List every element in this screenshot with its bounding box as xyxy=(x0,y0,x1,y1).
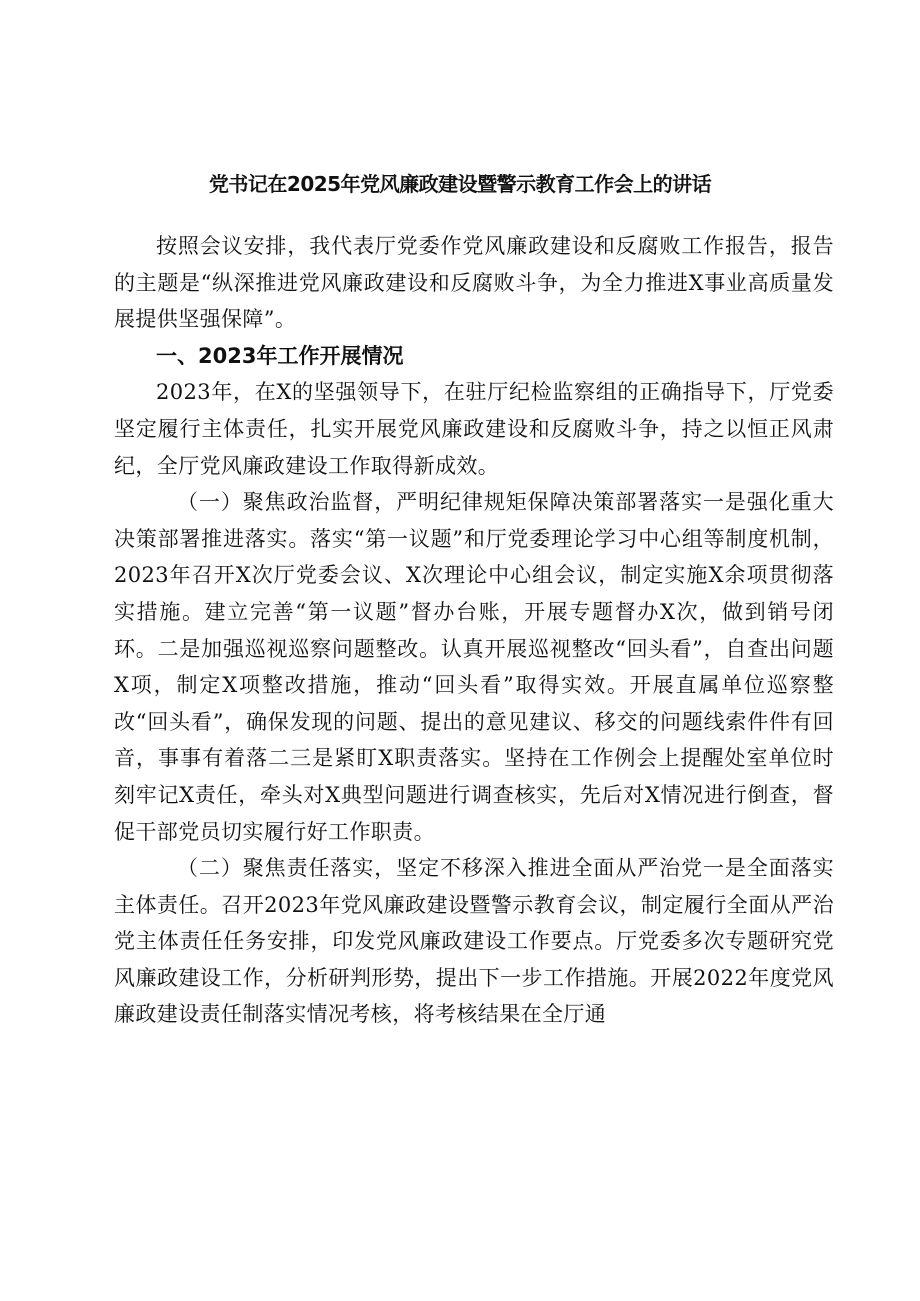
document-body xyxy=(114,228,834,1033)
intro-paragraph: 按照会议安排，我代表厅党委作党风廉政建设和反腐败工作报告，报告的主题是“纵深推进党风廉政建设和反腐败斗争，为全力推进X事业高质量发展提供坚强保障”。 xyxy=(114,234,834,332)
item-1-paragraph: （一）聚焦政治监督，严明纪律规矩保障决策部署落实一是强化重大决策部署推进落实。落实“第一议题”和厅党委理论学习中心组等制度机制，2023年召开X次厅党委会议、X次理论中心组会议，制定实施X余项贯彻落实措施。建立完善“第一议题”督办台账，开展专题督办X次，做到销号闭环。二是加强巡视巡察问题整改。认真开展巡视整改“回头看”，自查出问题X项，制定X项整改措施，推动“回头看”取得实效。开展直属单位巡察整改“回头看”，确保发现的问题、提出的意见建议、移交的问题线索件件有回音，事事有着落二三是紧盯X职责落实。坚持在工作例会上提醒处室单位时刻牢记X责任，牵头对X典型问题进行调查核实，先后对X情况进行倒查，督促干部党员切实履行好工作职责。 xyxy=(114,490,834,844)
document-title: 党书记在2025年党风廉政建设暨警示教育工作会上的讲话 xyxy=(208,172,712,196)
section-1-intro-paragraph: 2023年，在X的坚强领导下，在驻厅纪检监察组的正确指导下，厅党委坚定履行主体责任，扎实开展党风廉政建设和反腐败斗争，持之以恒正风肃纪，全厅党风廉政建设工作取得新成效。 xyxy=(114,380,834,478)
section-heading-1: 一、2023年工作开展情况 xyxy=(156,343,404,368)
item-2-paragraph: （二）聚焦责任落实，坚定不移深入推进全面从严治党一是全面落实主体责任。召开2023年党风廉政建设暨警示教育会议，制定履行全面从严治党主体责任任务安排，印发党风廉政建设工作要点。厅党委多次专题研究党风廉政建设工作，分析研判形势，提出下一步工作措施。开展2022年度党风廉政建设责任制落实情况考核，将考核结果在全厅通 xyxy=(114,856,834,1027)
